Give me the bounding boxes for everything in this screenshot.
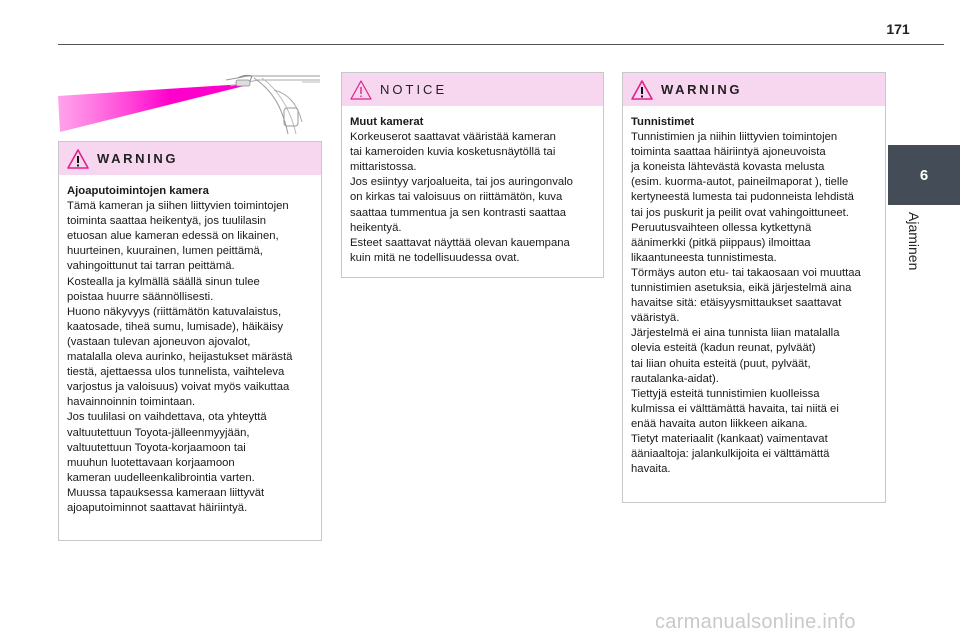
warning-heading: Ajoaputoimintojen kamera <box>67 185 209 197</box>
warning-text <box>67 199 313 516</box>
text-line: ajoaputoiminnot saattavat häiriintyä. <box>67 501 248 514</box>
text-line: valtuutettuun Toyota-jälleenmyyjään, <box>67 426 250 439</box>
text-line: muuhun luotettavaan korjaamoon <box>67 456 235 469</box>
text-line: toiminta saattaa heikentyä, jos tuulilasin <box>67 215 267 228</box>
text-line: vääristyä. <box>631 312 680 325</box>
warning-title: WARNING <box>97 151 179 166</box>
warning-text-right <box>631 130 877 477</box>
warning-body <box>59 175 321 516</box>
text-line: on kirkas tai valoisuus on riittämätön, kuva <box>350 191 563 204</box>
text-line: saattaa tummentua ja sen kontrasti saattaa <box>350 206 567 219</box>
text-line: tiestä, ajettaessa ulos tunnelista, vaihteleva <box>67 366 285 379</box>
text-line: havaita. <box>631 463 671 476</box>
text-line: tai jos puskurit ja peilit ovat vahingoittuneet. <box>631 206 849 219</box>
text-line: kameran uudelleenkalibrointia varten. <box>67 471 255 484</box>
text-line: havainnoinnin toimintaan. <box>67 396 196 409</box>
text-line: matalalla oleva aurinko, heijastukset märästä <box>67 351 293 364</box>
text-line: tai liian ohuita esteitä (puut, pylväät, <box>631 357 811 370</box>
notice-header <box>342 73 603 106</box>
notice-heading: Muut kamerat <box>350 116 424 128</box>
text-line: Tunnistimien ja niihin liittyvien toimintojen <box>631 131 838 144</box>
text-line: Tiettyjä esteitä tunnistimien kuolleissa <box>631 387 820 400</box>
text-line: etuosan alue kameran edessä on likainen, <box>67 230 279 243</box>
chapter-tab[interactable]: 6 <box>888 145 960 205</box>
chapter-title: Ajaminen <box>906 212 922 271</box>
text-line: (esim. kuorma-autot, paineilmaporat ), tielle <box>631 176 849 189</box>
notice-box-cameras <box>341 72 604 278</box>
text-line: Jos tuulilasi on vaihdettava, ota yhteyttä <box>67 411 267 424</box>
text-line: Järjestelmä ei aina tunnista liian matalalla <box>631 327 840 340</box>
text-line: (vastaan tulevan ajoneuvon ajovalot, <box>67 335 251 348</box>
text-line: huurteinen, kuurainen, lumen peittämä, <box>67 245 263 258</box>
warning-triangle-icon-right <box>631 80 653 100</box>
notice-text <box>350 130 595 266</box>
text-line: havaitse sitä: etäisyysmittaukset saattavat <box>631 297 842 310</box>
warning-box-camera <box>58 141 322 541</box>
warning-triangle-icon <box>67 149 89 169</box>
text-line: ja koneista lähtevästä kovasta melusta <box>631 161 825 174</box>
text-line: kaatosade, tiheä sumu, lumisade), häikäisy <box>67 320 284 333</box>
warning-header <box>59 142 321 175</box>
text-line: rautalanka-aidat). <box>631 372 719 385</box>
text-line: heikentyä. <box>350 221 402 234</box>
text-line: ääniaaltoja: jalankulkijoita ei välttämättä <box>631 448 830 461</box>
notice-body <box>342 106 603 266</box>
page-number: 171 <box>886 21 910 37</box>
text-line: Törmäys auton etu- tai takaosaan voi muuttaa <box>631 266 861 279</box>
text-line: Huono näkyvyys (riittämätön katuvalaistus, <box>67 305 282 318</box>
text-line: Korkeuserot saattavat vääristää kameran <box>350 131 556 144</box>
text-line: Kostealla ja kylmällä säällä sinun tulee <box>67 275 260 288</box>
watermark: carmanualsonline.info <box>655 611 856 633</box>
text-line: likaantuneesta tunnistimesta. <box>631 251 777 264</box>
text-line: Esteet saattavat näyttää olevan kauempana <box>350 236 570 249</box>
warning-header-right <box>623 73 885 106</box>
text-line: vahingoittunut tai tarran peittämä. <box>67 260 235 273</box>
text-line: kuin mitä ne todellisuudessa ovat. <box>350 251 520 264</box>
text-line: kertyneestä lumesta tai pudonneista lehdistä <box>631 191 854 204</box>
top-rule <box>58 44 944 45</box>
text-line: tai kameroiden kuvia kosketusnäytöllä tai <box>350 146 556 159</box>
warning-body-right <box>623 106 885 477</box>
warning-box-sensors <box>622 72 886 503</box>
text-line: Tämä kameran ja siihen liittyvien toimintojen <box>67 200 289 213</box>
text-line: varjostus ja valoisuus) voivat myös vaikuttaa <box>67 381 290 394</box>
text-line: tunnistimien asetuksia, eikä järjestelmä aina <box>631 282 852 295</box>
text-line: Jos esiintyy varjoalueita, tai jos auringonvalo <box>350 176 573 189</box>
warning-heading-right: Tunnistimet <box>631 116 695 128</box>
text-line: valtuutettuun Toyota-korjaamoon tai <box>67 441 246 454</box>
notice-triangle-icon <box>350 80 372 100</box>
text-line: Tietyt materiaalit (kankaat) vaimentavat <box>631 432 828 445</box>
text-line: Peruutusvaihteen ollessa kytkettynä <box>631 221 812 234</box>
notice-title: NOTICE <box>380 82 448 97</box>
text-line: toiminta saattaa häiriintyä ajoneuvoista <box>631 146 826 159</box>
warning-title-right: WARNING <box>661 82 743 97</box>
text-line: enää havaita auton liikkeen aikana. <box>631 417 808 430</box>
text-line: kulmissa ei välttämättä havaita, tai niitä ei <box>631 402 839 415</box>
text-line: olevia esteitä (kadun reunat, pylväät) <box>631 342 816 355</box>
camera-illustration <box>58 70 320 134</box>
text-line: äänimerkki (pitkä piippaus) ilmoittaa <box>631 236 811 249</box>
text-line: poistaa huurre säännöllisesti. <box>67 290 214 303</box>
text-line: mittaristossa. <box>350 161 417 174</box>
text-line: Muussa tapauksessa kameraan liittyvät <box>67 486 265 499</box>
